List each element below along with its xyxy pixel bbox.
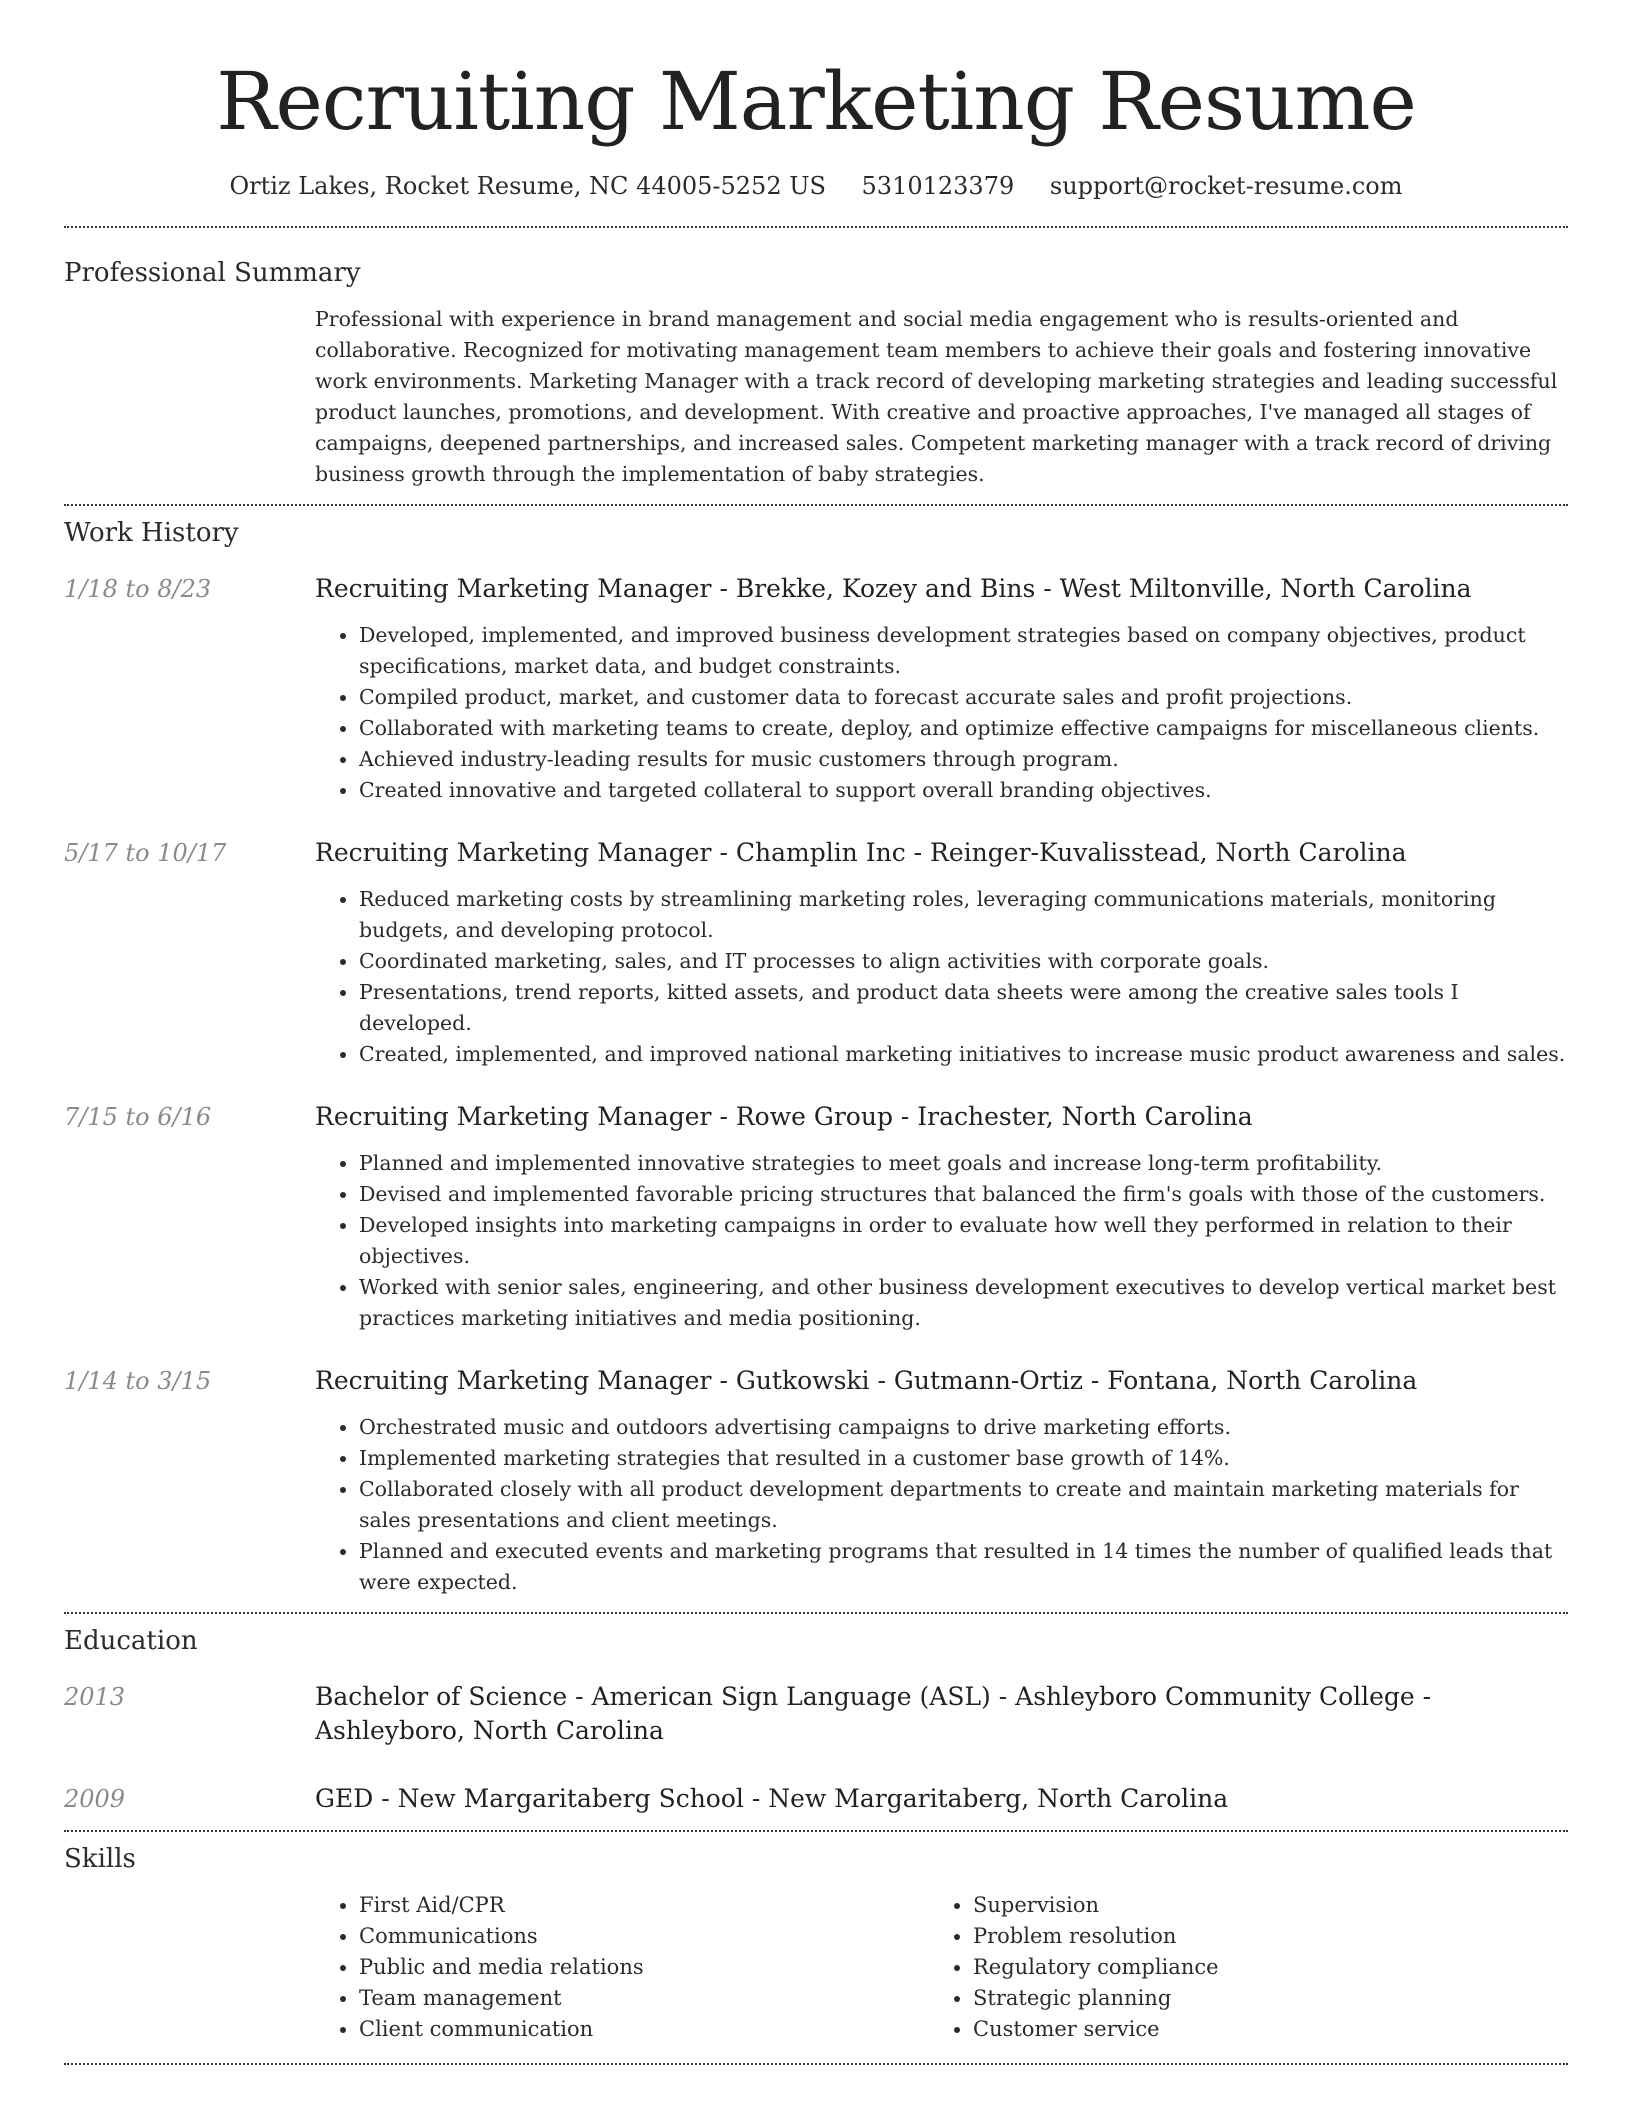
list-item: • Planned and executed events and marketing programs that resulted in 14 times the number of qualified leads that were expected.	[359, 1536, 1568, 1598]
list-item: • Achieved industry-leading results for music customers through program.	[359, 744, 1568, 775]
section-divider	[64, 1612, 1568, 1614]
summary-row	[64, 304, 1568, 490]
list-item: • Client communication	[359, 2014, 929, 2045]
education-year: 2013	[64, 1683, 126, 1711]
job-entry	[64, 1364, 1568, 1598]
job-bullets	[315, 620, 1568, 806]
list-item: • Planned and implemented innovative strategies to meet goals and increase long-term profitability.	[359, 1148, 1568, 1179]
summary-text: Professional with experience in brand management and social media engagement who is results-oriented and collaborative. Recognized for motivating management team members to achieve their goals and fostering innovative work environments. Marketing Manager with a track record of developing marketing strategies and leading successful product launches, promotions, and development. With creative and proactive approaches, I've managed all stages of campaigns, deepened partnerships, and increased sales. Competent marketing manager with a track record of driving business growth through the implementation of baby strategies.	[315, 307, 1558, 486]
list-item: • Problem resolution	[973, 1921, 1543, 1952]
section-divider	[64, 504, 1568, 506]
resume-header	[64, 0, 1568, 202]
skills-spacer	[64, 1890, 315, 2045]
contact-email: support@rocket-resume.com	[1049, 172, 1403, 200]
job-dates: 1/18 to 8/23	[64, 575, 212, 603]
list-item: • Collaborated with marketing teams to create, deploy, and optimize effective campaigns for miscellaneous clients.	[359, 713, 1568, 744]
education-section	[64, 1624, 1568, 1816]
work-history-heading: Work History	[64, 518, 239, 548]
list-item: • First Aid/CPR	[359, 1890, 929, 1921]
job-bullets	[315, 884, 1568, 1070]
education-year: 2009	[64, 1785, 126, 1813]
work-history-section	[64, 516, 1568, 1598]
list-item: • Team management	[359, 1983, 929, 2014]
summary-spacer	[64, 304, 315, 490]
job-entry	[64, 1100, 1568, 1334]
list-item: • Regulatory compliance	[973, 1952, 1543, 1983]
list-item: • Developed, implemented, and improved business development strategies based on company objectives, product specifications, market data, and budget constraints.	[359, 620, 1568, 682]
contact-phone: 5310123379	[861, 172, 1015, 200]
list-item: • Customer service	[973, 2014, 1543, 2045]
education-entry	[64, 1782, 1568, 1816]
summary-section	[64, 256, 1568, 490]
section-divider	[64, 2063, 1568, 2065]
education-title: GED - New Margaritaberg School - New Margaritaberg, North Carolina	[315, 1784, 1229, 1813]
contact-line	[64, 170, 1568, 202]
list-item: • Collaborated closely with all product development departments to create and maintain marketing materials for sales presentations and client meetings.	[359, 1474, 1568, 1536]
skills-row	[64, 1890, 1568, 2045]
list-item: • Orchestrated music and outdoors advertising campaigns to drive marketing efforts.	[359, 1412, 1568, 1443]
list-item: • Implemented marketing strategies that resulted in a customer base growth of 14%.	[359, 1443, 1568, 1474]
skills-grid	[315, 1890, 1568, 2045]
education-title: Bachelor of Science - American Sign Language (ASL) - Ashleyboro Community College - Ashleyboro, North Carolina	[315, 1682, 1432, 1745]
skills-section	[64, 1842, 1568, 2045]
list-item: • Created innovative and targeted collateral to support overall branding objectives.	[359, 775, 1568, 806]
summary-heading: Professional Summary	[64, 258, 361, 288]
job-bullets	[315, 1148, 1568, 1334]
contact-address: Ortiz Lakes, Rocket Resume, NC 44005-5252 US	[229, 172, 826, 200]
job-dates: 1/14 to 3/15	[64, 1367, 212, 1395]
list-item: • Devised and implemented favorable pricing structures that balanced the firm's goals with those of the customers.	[359, 1179, 1568, 1210]
list-item: • Strategic planning	[973, 1983, 1543, 2014]
job-title: Recruiting Marketing Manager - Gutkowski - Gutmann-Ortiz - Fontana, North Carolina	[315, 1366, 1418, 1395]
job-bullets	[315, 1412, 1568, 1598]
list-item: • Supervision	[973, 1890, 1543, 1921]
job-title: Recruiting Marketing Manager - Champlin Inc - Reinger-Kuvalisstead, North Carolina	[315, 838, 1407, 867]
job-dates: 5/17 to 10/17	[64, 839, 227, 867]
list-item: • Worked with senior sales, engineering, and other business development executives to develop vertical market best practices marketing initiatives and media positioning.	[359, 1272, 1568, 1334]
list-item: • Public and media relations	[359, 1952, 929, 1983]
job-entry	[64, 836, 1568, 1070]
list-item: • Presentations, trend reports, kitted assets, and product data sheets were among the creative sales tools I developed.	[359, 977, 1568, 1039]
resume-title: Recruiting Marketing Resume	[216, 55, 1416, 148]
skills-list-right	[929, 1890, 1543, 2045]
job-dates: 7/15 to 6/16	[64, 1103, 212, 1131]
resume-page	[64, 0, 1568, 2065]
list-item: • Created, implemented, and improved national marketing initiatives to increase music product awareness and sales.	[359, 1039, 1568, 1070]
list-item: • Communications	[359, 1921, 929, 1952]
list-item: • Compiled product, market, and customer data to forecast accurate sales and profit projections.	[359, 682, 1568, 713]
job-title: Recruiting Marketing Manager - Brekke, Kozey and Bins - West Miltonville, North Carolina	[315, 574, 1472, 603]
list-item: • Developed insights into marketing campaigns in order to evaluate how well they performed in relation to their objectives.	[359, 1210, 1568, 1272]
section-divider	[64, 226, 1568, 228]
skills-heading: Skills	[64, 1844, 136, 1874]
education-heading: Education	[64, 1626, 198, 1656]
education-entry	[64, 1680, 1568, 1748]
section-divider	[64, 1830, 1568, 1832]
list-item: • Coordinated marketing, sales, and IT processes to align activities with corporate goals.	[359, 946, 1568, 977]
skills-list-left	[315, 1890, 929, 2045]
job-entry	[64, 572, 1568, 806]
list-item: • Reduced marketing costs by streamlining marketing roles, leveraging communications materials, monitoring budgets, and developing protocol.	[359, 884, 1568, 946]
job-title: Recruiting Marketing Manager - Rowe Group - Irachester, North Carolina	[315, 1102, 1253, 1131]
